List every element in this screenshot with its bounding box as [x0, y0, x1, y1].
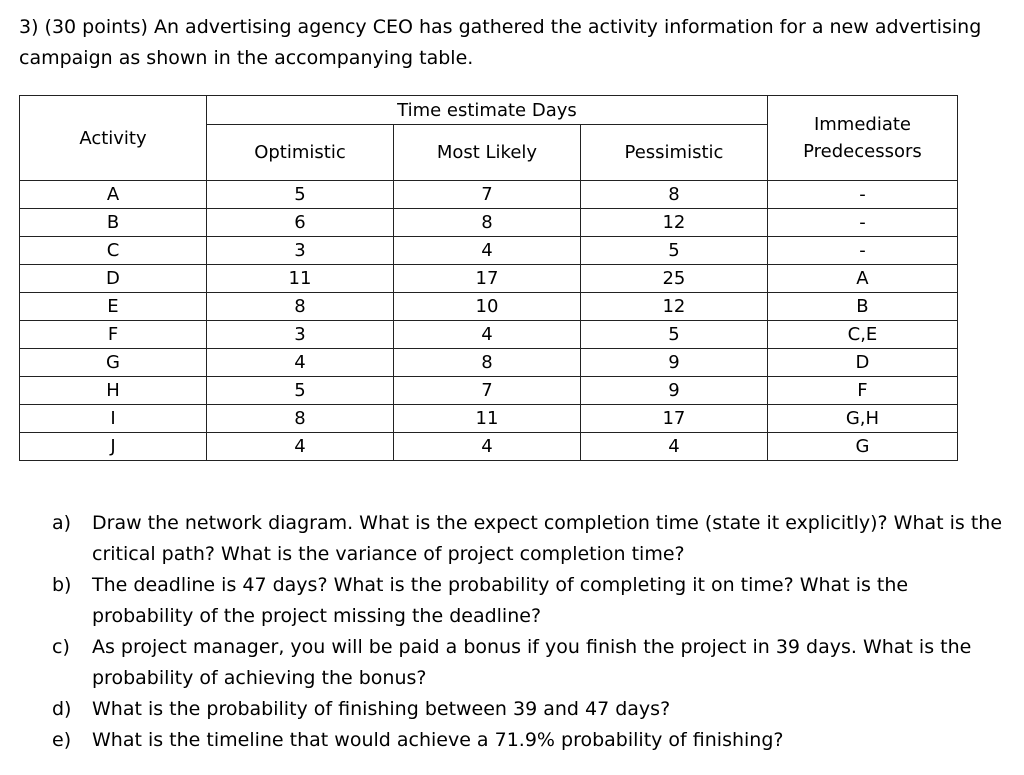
cell-activity: G: [20, 349, 207, 377]
question-item: [52, 725, 1012, 756]
cell-predecessors: -: [767, 209, 957, 237]
cell-most-likely: 7: [393, 181, 580, 209]
cell-optimistic: 4: [206, 349, 393, 377]
table-row: [20, 433, 958, 461]
header-most-likely: Most Likely: [393, 125, 580, 181]
question-label: b): [52, 574, 72, 596]
cell-pessimistic: 8: [580, 181, 767, 209]
cell-pessimistic: 5: [580, 321, 767, 349]
question-item: [52, 570, 1012, 632]
activity-table: [19, 95, 958, 461]
cell-activity: F: [20, 321, 207, 349]
cell-activity: E: [20, 293, 207, 321]
cell-predecessors: -: [767, 181, 957, 209]
cell-optimistic: 8: [206, 405, 393, 433]
header-activity: Activity: [20, 96, 207, 181]
cell-optimistic: 5: [206, 377, 393, 405]
question-text: Draw the network diagram. What is the expect completion time (state it explicitly)? What is the critical path? What is the variance of project completion time?: [92, 512, 1003, 565]
cell-predecessors: B: [767, 293, 957, 321]
question-label: d): [52, 698, 72, 720]
cell-pessimistic: 4: [580, 433, 767, 461]
question-list: [52, 508, 1012, 756]
cell-optimistic: 3: [206, 321, 393, 349]
cell-predecessors: A: [767, 265, 957, 293]
cell-pessimistic: 12: [580, 209, 767, 237]
header-pessimistic: Pessimistic: [580, 125, 767, 181]
question-item: [52, 694, 1012, 725]
problem-intro: 3) (30 points) An advertising agency CEO has gathered the activity information for a new advertising campaign as shown in the accompanying table.: [19, 16, 982, 69]
table-row: [20, 181, 958, 209]
cell-optimistic: 3: [206, 237, 393, 265]
cell-predecessors: G,H: [767, 405, 957, 433]
cell-pessimistic: 9: [580, 377, 767, 405]
header-time-estimate: Time estimate Days: [206, 96, 767, 125]
table-row: [20, 377, 958, 405]
cell-activity: D: [20, 265, 207, 293]
cell-most-likely: 4: [393, 321, 580, 349]
cell-pessimistic: 17: [580, 405, 767, 433]
cell-optimistic: 11: [206, 265, 393, 293]
cell-activity: C: [20, 237, 207, 265]
table-row: [20, 209, 958, 237]
cell-predecessors: C,E: [767, 321, 957, 349]
question-label: a): [52, 512, 72, 534]
cell-most-likely: 4: [393, 433, 580, 461]
table-row: [20, 405, 958, 433]
cell-predecessors: -: [767, 237, 957, 265]
cell-predecessors: D: [767, 349, 957, 377]
cell-optimistic: 5: [206, 181, 393, 209]
cell-activity: A: [20, 181, 207, 209]
cell-activity: H: [20, 377, 207, 405]
header-immediate-predecessors: Immediate Predecessors: [767, 96, 957, 181]
question-text: The deadline is 47 days? What is the probability of completing it on time? What is the probability of the project missing the deadline?: [92, 574, 909, 627]
cell-most-likely: 11: [393, 405, 580, 433]
cell-activity: I: [20, 405, 207, 433]
question-text: As project manager, you will be paid a bonus if you finish the project in 39 days. What is the probability of achieving the bonus?: [92, 636, 972, 689]
header-optimistic: Optimistic: [206, 125, 393, 181]
cell-activity: B: [20, 209, 207, 237]
cell-optimistic: 4: [206, 433, 393, 461]
cell-most-likely: 8: [393, 349, 580, 377]
cell-pessimistic: 12: [580, 293, 767, 321]
cell-predecessors: F: [767, 377, 957, 405]
cell-activity: J: [20, 433, 207, 461]
cell-most-likely: 8: [393, 209, 580, 237]
question-item: [52, 508, 1012, 570]
cell-most-likely: 7: [393, 377, 580, 405]
table-row: [20, 265, 958, 293]
question-label: c): [52, 636, 70, 658]
cell-predecessors: G: [767, 433, 957, 461]
cell-pessimistic: 9: [580, 349, 767, 377]
question-text: What is the probability of finishing between 39 and 47 days?: [92, 698, 671, 720]
table-row: [20, 293, 958, 321]
question-text: What is the timeline that would achieve a 71.9% probability of finishing?: [92, 729, 784, 751]
cell-most-likely: 4: [393, 237, 580, 265]
table-row: [20, 237, 958, 265]
question-item: [52, 632, 1012, 694]
cell-most-likely: 10: [393, 293, 580, 321]
cell-pessimistic: 5: [580, 237, 767, 265]
table-row: [20, 349, 958, 377]
question-label: e): [52, 729, 72, 751]
cell-most-likely: 17: [393, 265, 580, 293]
cell-optimistic: 6: [206, 209, 393, 237]
table-row: [20, 321, 958, 349]
cell-pessimistic: 25: [580, 265, 767, 293]
cell-optimistic: 8: [206, 293, 393, 321]
